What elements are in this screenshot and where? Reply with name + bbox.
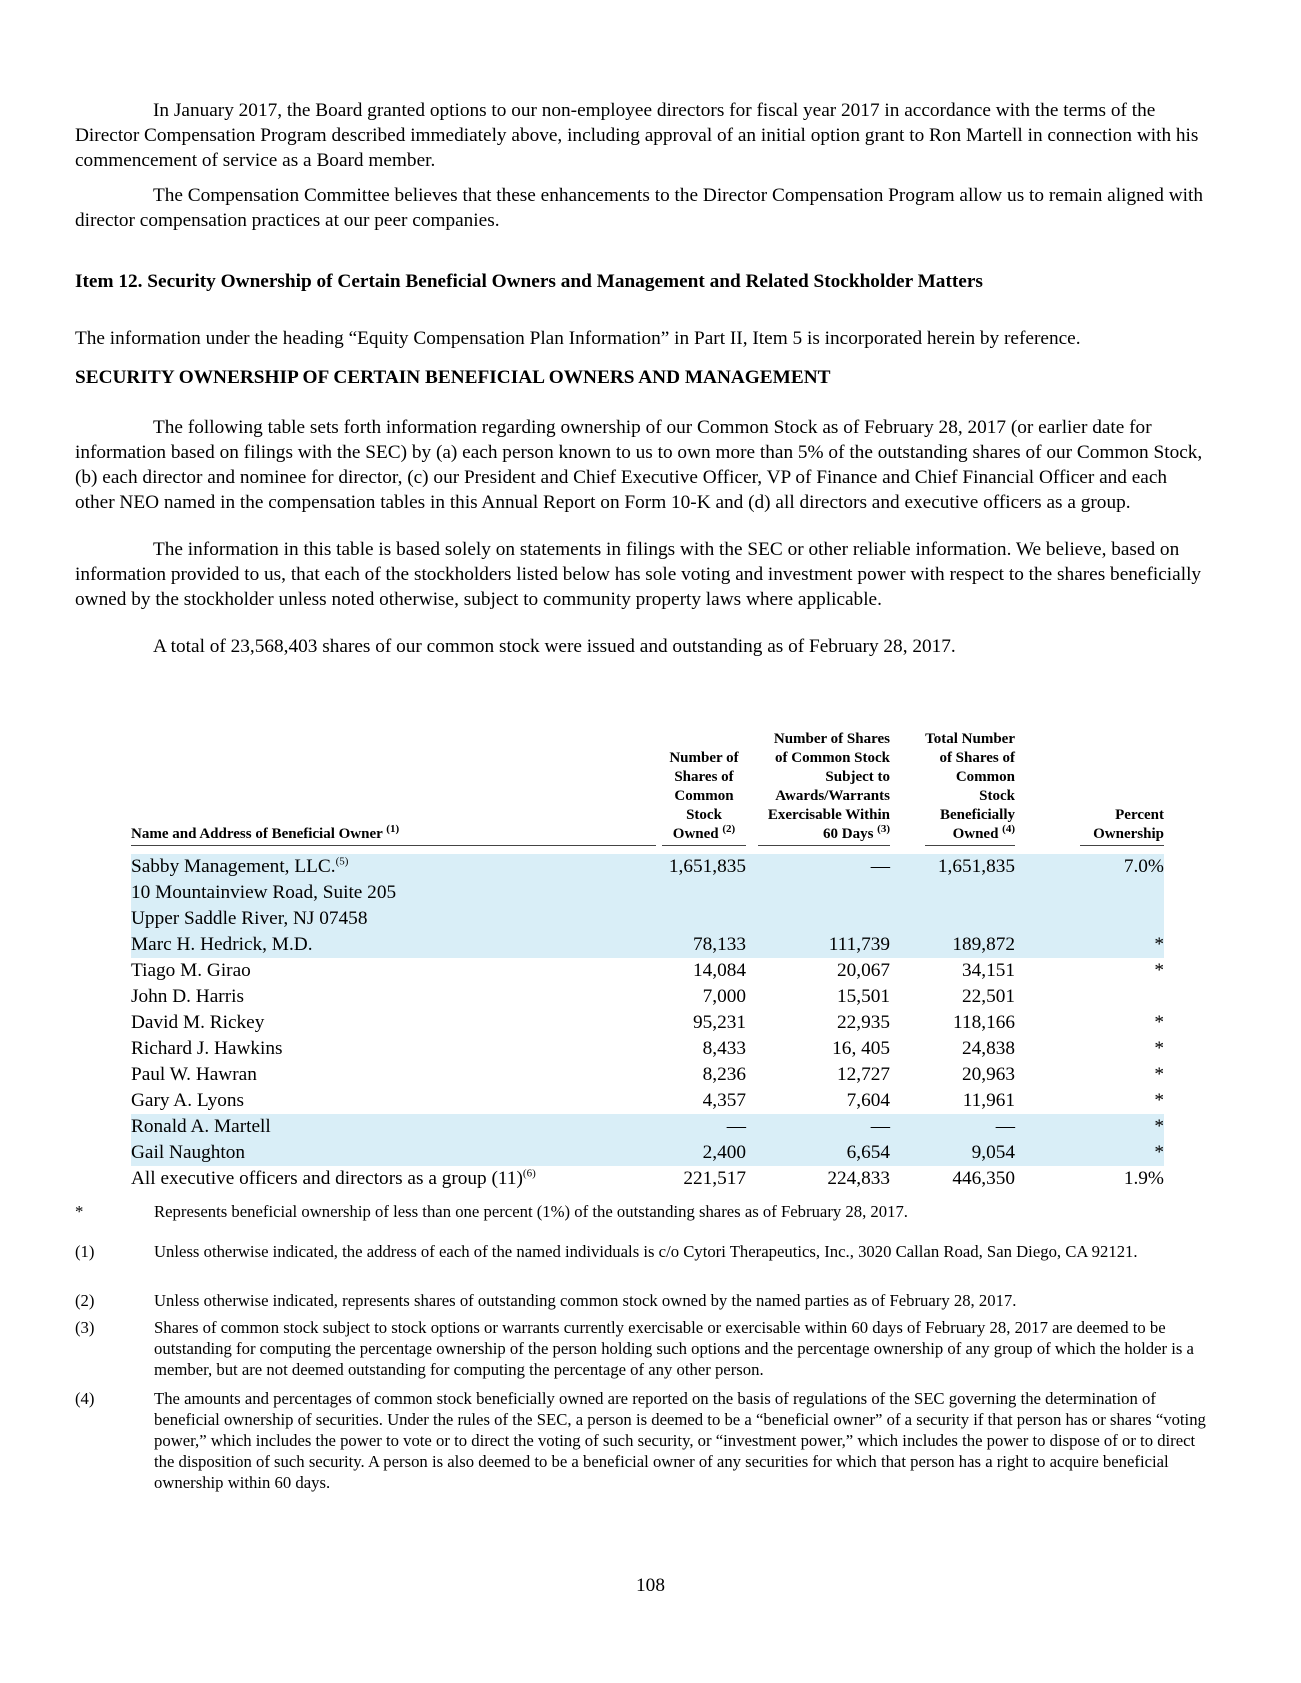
row-percent: * [1154, 1090, 1164, 1111]
item12-heading: Item 12. Security Ownership of Certain Beneficial Owners and Management and Related Stockholder Matters [75, 271, 983, 292]
row-name: David M. Rickey [131, 1012, 265, 1033]
row-name: Richard J. Hawkins [131, 1038, 283, 1059]
row-total: 24,838 [961, 1038, 1015, 1059]
paragraph-table-description: The following table sets forth information regarding ownership of our Common Stock as of February 28, 2017 (or earlier date for information based on filings with the SEC) by (a) each person known to us to own more than 5% of the outstanding shares of our Common Stock, (b) each director and nominee for director, (c) our President and Chief Executive Officer, VP of Finance and Chief Financial Officer and each other NEO named in the compensation tables in this Annual Report on Form 10-K and (d) all directors and executive officers as a group. [75, 417, 1203, 513]
header-total [890, 730, 1015, 846]
footnote-text: The amounts and percentages of common stock beneficially owned are reported on the basis of regulations of the SEC governing the determination of beneficial ownership of securities. Under the rules of the SEC, a person is deemed to be a “beneficial owner” of a security if that person has or shares “voting power,” which includes the power to vote or to direct the voting of such security, or “investment power,” which includes the power to dispose of or to direct the disposition of such security. A person is also deemed to be a beneficial owner of any securities for which that person has a right to acquire beneficial ownership within 60 days. [154, 1389, 1206, 1492]
row-name-footnote: (5) [335, 855, 349, 868]
row-owned: 14,084 [692, 960, 746, 981]
row-owned: 2,400 [656, 1140, 746, 1166]
table-row [131, 984, 1164, 1010]
footnote-3 [75, 1317, 1215, 1380]
row-name-footnote: (6) [522, 1167, 536, 1180]
row-percent: 7.0% [1015, 854, 1164, 880]
row-total: 446,350 [952, 1168, 1015, 1189]
footnote-text: Represents beneficial ownership of less than one percent (1%) of the outstanding shares as of February 28, 2017. [154, 1202, 908, 1221]
row-owned: 95,231 [692, 1012, 746, 1033]
row-awards: — [746, 1114, 890, 1140]
row-percent: * [1015, 1140, 1164, 1166]
row-awards: 12,727 [836, 1064, 890, 1085]
row-name: Gary A. Lyons [131, 1090, 245, 1111]
paragraph-shares-outstanding: A total of 23,568,403 shares of our common stock were issued and outstanding as of February 28, 2017. [153, 636, 956, 657]
row-name [131, 1166, 656, 1192]
header-awards-label: Number of Shares of Common Stock Subject to Awards/Warrants Exercisable Within 60 Days [767, 731, 890, 842]
header-shares-owned [656, 730, 746, 846]
row-awards: 224,833 [827, 1168, 890, 1189]
paragraph-director-grants: In January 2017, the Board granted options to our non-employee directors for fiscal year 2017 in accordance with the terms of the Director Compensation Program described immediately above, including approval of an initial option grant to Ron Martell in connection with his commencement of service as a Board member. [75, 100, 1199, 171]
row-name: Paul W. Hawran [131, 1064, 257, 1085]
row-awards: — [746, 854, 890, 880]
row-percent: * [1154, 1012, 1164, 1033]
footnote-mark: (1) [75, 1242, 95, 1261]
row-name: Tiago M. Girao [131, 960, 251, 981]
footnote-mark: (2) [75, 1291, 95, 1310]
header-percent [1015, 730, 1164, 846]
header-total-footnote: (4) [1002, 823, 1015, 835]
section-heading: SECURITY OWNERSHIP OF CERTAIN BENEFICIAL OWNERS AND MANAGEMENT [75, 367, 831, 388]
row-total: 1,651,835 [890, 854, 1015, 880]
row-name: John D. Harris [131, 986, 244, 1007]
row-owned: 1,651,835 [656, 854, 746, 880]
table-row-group-total [131, 1166, 1164, 1192]
row-name: Ronald A. Martell [131, 1114, 656, 1140]
row-total: 20,963 [961, 1064, 1015, 1085]
row-name: Marc H. Hedrick, M.D. [131, 932, 656, 958]
row-percent: * [1154, 960, 1164, 981]
row-percent [1015, 984, 1164, 1010]
row-awards: 111,739 [746, 932, 890, 958]
table-row [131, 932, 1164, 958]
row-name-text: Sabby Management, LLC. [131, 856, 336, 877]
row-owned: 8,433 [702, 1038, 746, 1059]
row-percent: * [1154, 1038, 1164, 1059]
header-shares-owned-footnote: (2) [722, 823, 736, 835]
header-name-footnote: (1) [386, 823, 400, 835]
row-total: 11,961 [962, 1090, 1015, 1111]
footnote-mark: (4) [75, 1389, 95, 1408]
table-row [131, 1088, 1164, 1114]
table-row [131, 854, 1164, 880]
row-awards: 15,501 [836, 986, 890, 1007]
row-awards: 16, 405 [832, 1038, 890, 1059]
row-percent: 1.9% [1123, 1168, 1164, 1189]
header-awards-footnote: (3) [877, 823, 890, 835]
header-awards [746, 730, 890, 846]
paragraph-information-basis: The information in this table is based solely on statements in filings with the SEC or other reliable information. We believe, based on information provided to us, that each of the stockholders listed below has sole voting and investment power with respect to the shares beneficially owned by the stockholder unless noted otherwise, subject to community property laws where applicable. [75, 539, 1202, 610]
table-row [131, 958, 1164, 984]
footnote-1 [75, 1241, 1215, 1262]
table-row [131, 1062, 1164, 1088]
header-total-label: Total Number of Shares of Common Stock Beneficially Owned [925, 731, 1015, 842]
footnote-2 [75, 1290, 1215, 1311]
table-row [131, 1140, 1164, 1166]
row-total: 22,501 [961, 986, 1015, 1007]
row-owned: 78,133 [656, 932, 746, 958]
table-row-address [131, 906, 1164, 932]
table-row [131, 1010, 1164, 1036]
footnote-mark: (3) [75, 1318, 95, 1337]
row-total: 34,151 [961, 960, 1015, 981]
row-address-line-2: Upper Saddle River, NJ 07458 [131, 906, 1164, 932]
table-header-row [131, 730, 1164, 846]
table-row [131, 1036, 1164, 1062]
row-awards: 20,067 [836, 960, 890, 981]
row-name [131, 854, 656, 880]
footnote-mark: * [75, 1202, 84, 1221]
paragraph-compensation-committee: The Compensation Committee believes that these enhancements to the Director Compensation Program allow us to remain aligned with director compensation practices at our peer companies. [75, 185, 1204, 231]
row-total: — [890, 1114, 1015, 1140]
table-row-address [131, 880, 1164, 906]
row-owned: 4,357 [702, 1090, 746, 1111]
row-total: 9,054 [890, 1140, 1015, 1166]
row-address-line-1: 10 Mountainview Road, Suite 205 [131, 880, 1164, 906]
row-owned: 8,236 [702, 1064, 746, 1085]
row-owned: 7,000 [702, 986, 746, 1007]
footnote-4 [75, 1388, 1215, 1493]
header-shares-owned-label: Number of Shares of Common Stock Owned [669, 750, 739, 842]
row-name: Gail Naughton [131, 1140, 656, 1166]
footnote-text: Shares of common stock subject to stock options or warrants currently exercisable or exercisable within 60 days of February 28, 2017 are deemed to be outstanding for computing the percentage ownership of the person holding such options and the percentage ownership of any group of which the holder is a member, but are not deemed outstanding for computing the percentage of any other person. [154, 1318, 1194, 1379]
row-total: 189,872 [890, 932, 1015, 958]
document-body [75, 98, 1205, 659]
row-owned: — [656, 1114, 746, 1140]
row-percent: * [1154, 1064, 1164, 1085]
row-total: 118,166 [953, 1012, 1015, 1033]
row-awards: 22,935 [836, 1012, 890, 1033]
row-percent: * [1015, 932, 1164, 958]
page-number: 108 [636, 1575, 665, 1596]
ownership-table [131, 730, 1164, 1192]
row-awards: 6,654 [746, 1140, 890, 1166]
header-percent-label: Percent Ownership [1080, 806, 1164, 846]
row-awards: 7,604 [846, 1090, 890, 1111]
header-name [131, 730, 656, 846]
footnote-text: Unless otherwise indicated, the address of each of the named individuals is c/o Cytori Therapeutics, Inc., 3020 Callan Road, San Diego, CA 92121. [154, 1242, 1138, 1261]
footnote-asterisk [75, 1201, 1215, 1222]
footnote-text: Unless otherwise indicated, represents shares of outstanding common stock owned by the named parties as of February 28, 2017. [154, 1291, 1017, 1310]
row-percent: * [1015, 1114, 1164, 1140]
header-name-label: Name and Address of Beneficial Owner [131, 826, 383, 842]
row-owned: 221,517 [683, 1168, 746, 1189]
table-row [131, 1114, 1164, 1140]
row-name-text: All executive officers and directors as a group (11) [131, 1168, 523, 1189]
paragraph-equity-reference: The information under the heading “Equity Compensation Plan Information” in Part II, Item 5 is incorporated herein by reference. [75, 328, 1081, 349]
